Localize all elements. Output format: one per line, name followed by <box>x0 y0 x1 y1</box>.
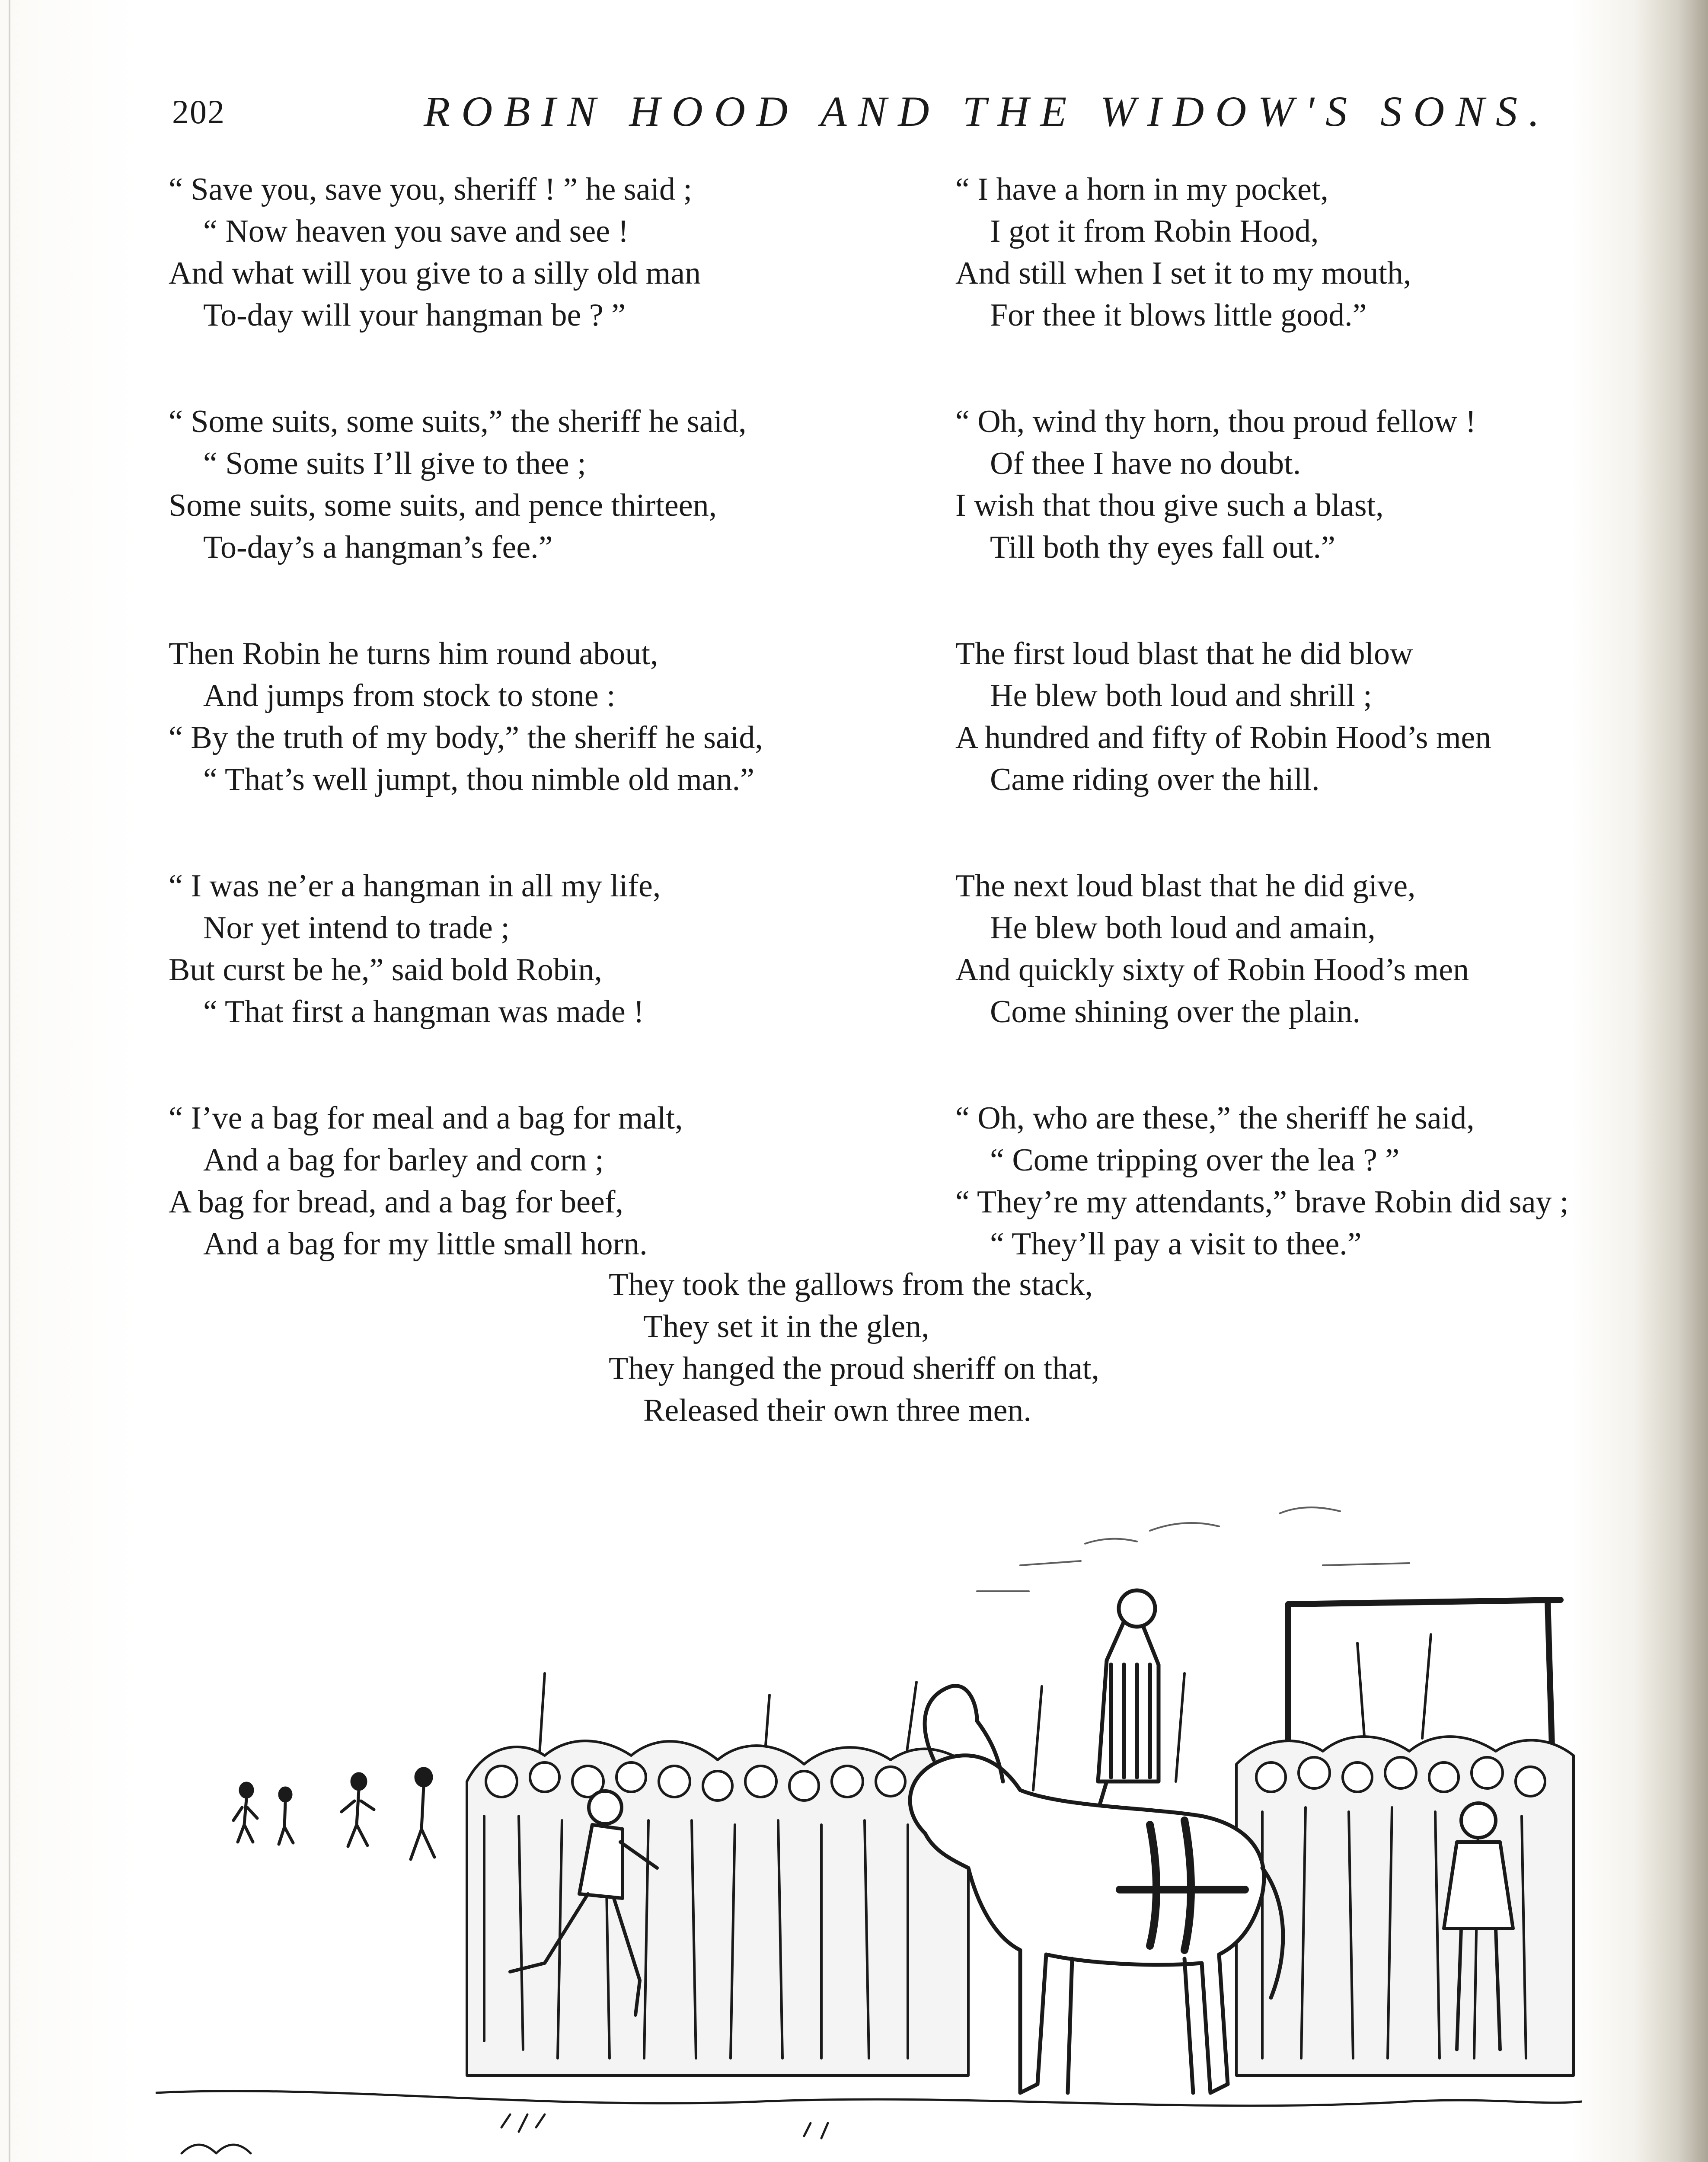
verse-line: And what will you give to a silly old man <box>169 256 701 291</box>
stanza <box>955 633 1708 801</box>
gallows-scene-illustration <box>156 1479 1582 2162</box>
page-number: 202 <box>172 93 225 131</box>
verse-line: “ Come tripping over the lea ? ” <box>990 1142 1400 1178</box>
verse-line: He blew both loud and amain, <box>990 910 1376 946</box>
stanza <box>955 865 1708 1033</box>
verse-line: “ Save you, save you, sheriff ! ” he said ; <box>169 172 693 207</box>
verse-line: And a bag for barley and corn ; <box>203 1142 604 1178</box>
stanza <box>955 169 1708 336</box>
verse-line: “ Oh, who are these,” the sheriff he said, <box>955 1100 1475 1136</box>
verse-line: A bag for bread, and a bag for beef, <box>169 1184 623 1220</box>
closing-stanza <box>609 1264 1300 1432</box>
verse-line: They took the gallows from the stack, <box>609 1267 1093 1302</box>
stanza <box>955 1097 1708 1265</box>
left-column <box>169 169 938 1330</box>
stanza <box>169 169 938 336</box>
verse-line: Came riding over the hill. <box>990 762 1320 797</box>
verse-line: “ I was ne’er a hangman in all my life, <box>169 868 661 904</box>
verse-line: And quickly sixty of Robin Hood’s men <box>955 952 1469 988</box>
stanza <box>955 401 1708 569</box>
verse-line: And jumps from stock to stone : <box>203 678 616 713</box>
verse-line: And a bag for my little small horn. <box>203 1226 648 1262</box>
verse-line: The next loud blast that he did give, <box>955 868 1416 904</box>
verse-line: Come shining over the plain. <box>990 994 1361 1030</box>
stanza <box>169 633 938 801</box>
verse-line: Then Robin he turns him round about, <box>169 636 658 672</box>
verse-line: “ They’ll pay a visit to thee.” <box>990 1226 1362 1262</box>
verse-line: A hundred and fifty of Robin Hood’s men <box>955 720 1491 755</box>
verse-line: To-day will your hangman be ? ” <box>203 297 626 333</box>
running-title: ROBIN HOOD AND THE WIDOW'S SONS. <box>424 87 1551 135</box>
verse-line: “ That’s well jumpt, thou nimble old man.” <box>203 762 754 797</box>
verse-line: “ I’ve a bag for meal and a bag for malt, <box>169 1100 683 1136</box>
verse-line: “ Some suits I’ll give to thee ; <box>203 446 586 481</box>
verse-line: I got it from Robin Hood, <box>990 214 1319 249</box>
verse-line: He blew both loud and shrill ; <box>990 678 1372 713</box>
verse-line: “ They’re my attendants,” brave Robin did say ; <box>955 1184 1569 1220</box>
verse-line: Nor yet intend to trade ; <box>203 910 510 946</box>
verse-line: To-day’s a hangman’s fee.” <box>203 530 553 565</box>
verse-line: “ Oh, wind thy horn, thou proud fellow ! <box>955 404 1476 439</box>
verse-line: “ That first a hangman was made ! <box>203 994 644 1030</box>
distant-figures <box>233 1769 434 1859</box>
verse-line: The first loud blast that he did blow <box>955 636 1413 672</box>
verse-line: And still when I set it to my mouth, <box>955 256 1411 291</box>
verse-line: “ I have a horn in my pocket, <box>955 172 1329 207</box>
page-edge-line <box>9 0 10 2162</box>
verse-line: I wish that thou give such a blast, <box>955 488 1384 523</box>
sky-hatching <box>977 1507 1409 1591</box>
verse-line: Released their own three men. <box>643 1393 1031 1428</box>
right-column <box>955 169 1708 1330</box>
verse-line: Some suits, some suits, and pence thirteen, <box>169 488 717 523</box>
ground-sketch <box>156 2091 1582 2162</box>
stanza <box>169 865 938 1033</box>
verse-line: “ Some suits, some suits,” the sheriff he said, <box>169 404 747 439</box>
verse-line: “ By the truth of my body,” the sheriff he said, <box>169 720 763 755</box>
stanza <box>169 1097 938 1265</box>
verse-line: They hanged the proud sheriff on that, <box>609 1351 1100 1386</box>
verse-line: For thee it blows little good.” <box>990 297 1367 333</box>
verse-line: Of thee I have no doubt. <box>990 446 1301 481</box>
verse-line: “ Now heaven you save and see ! <box>203 214 629 249</box>
stanza <box>169 401 938 569</box>
verse-line: They set it in the glen, <box>643 1309 929 1344</box>
verse-line: But curst be he,” said bold Robin, <box>169 952 602 988</box>
verse-line: Till both thy eyes fall out.” <box>990 530 1335 565</box>
